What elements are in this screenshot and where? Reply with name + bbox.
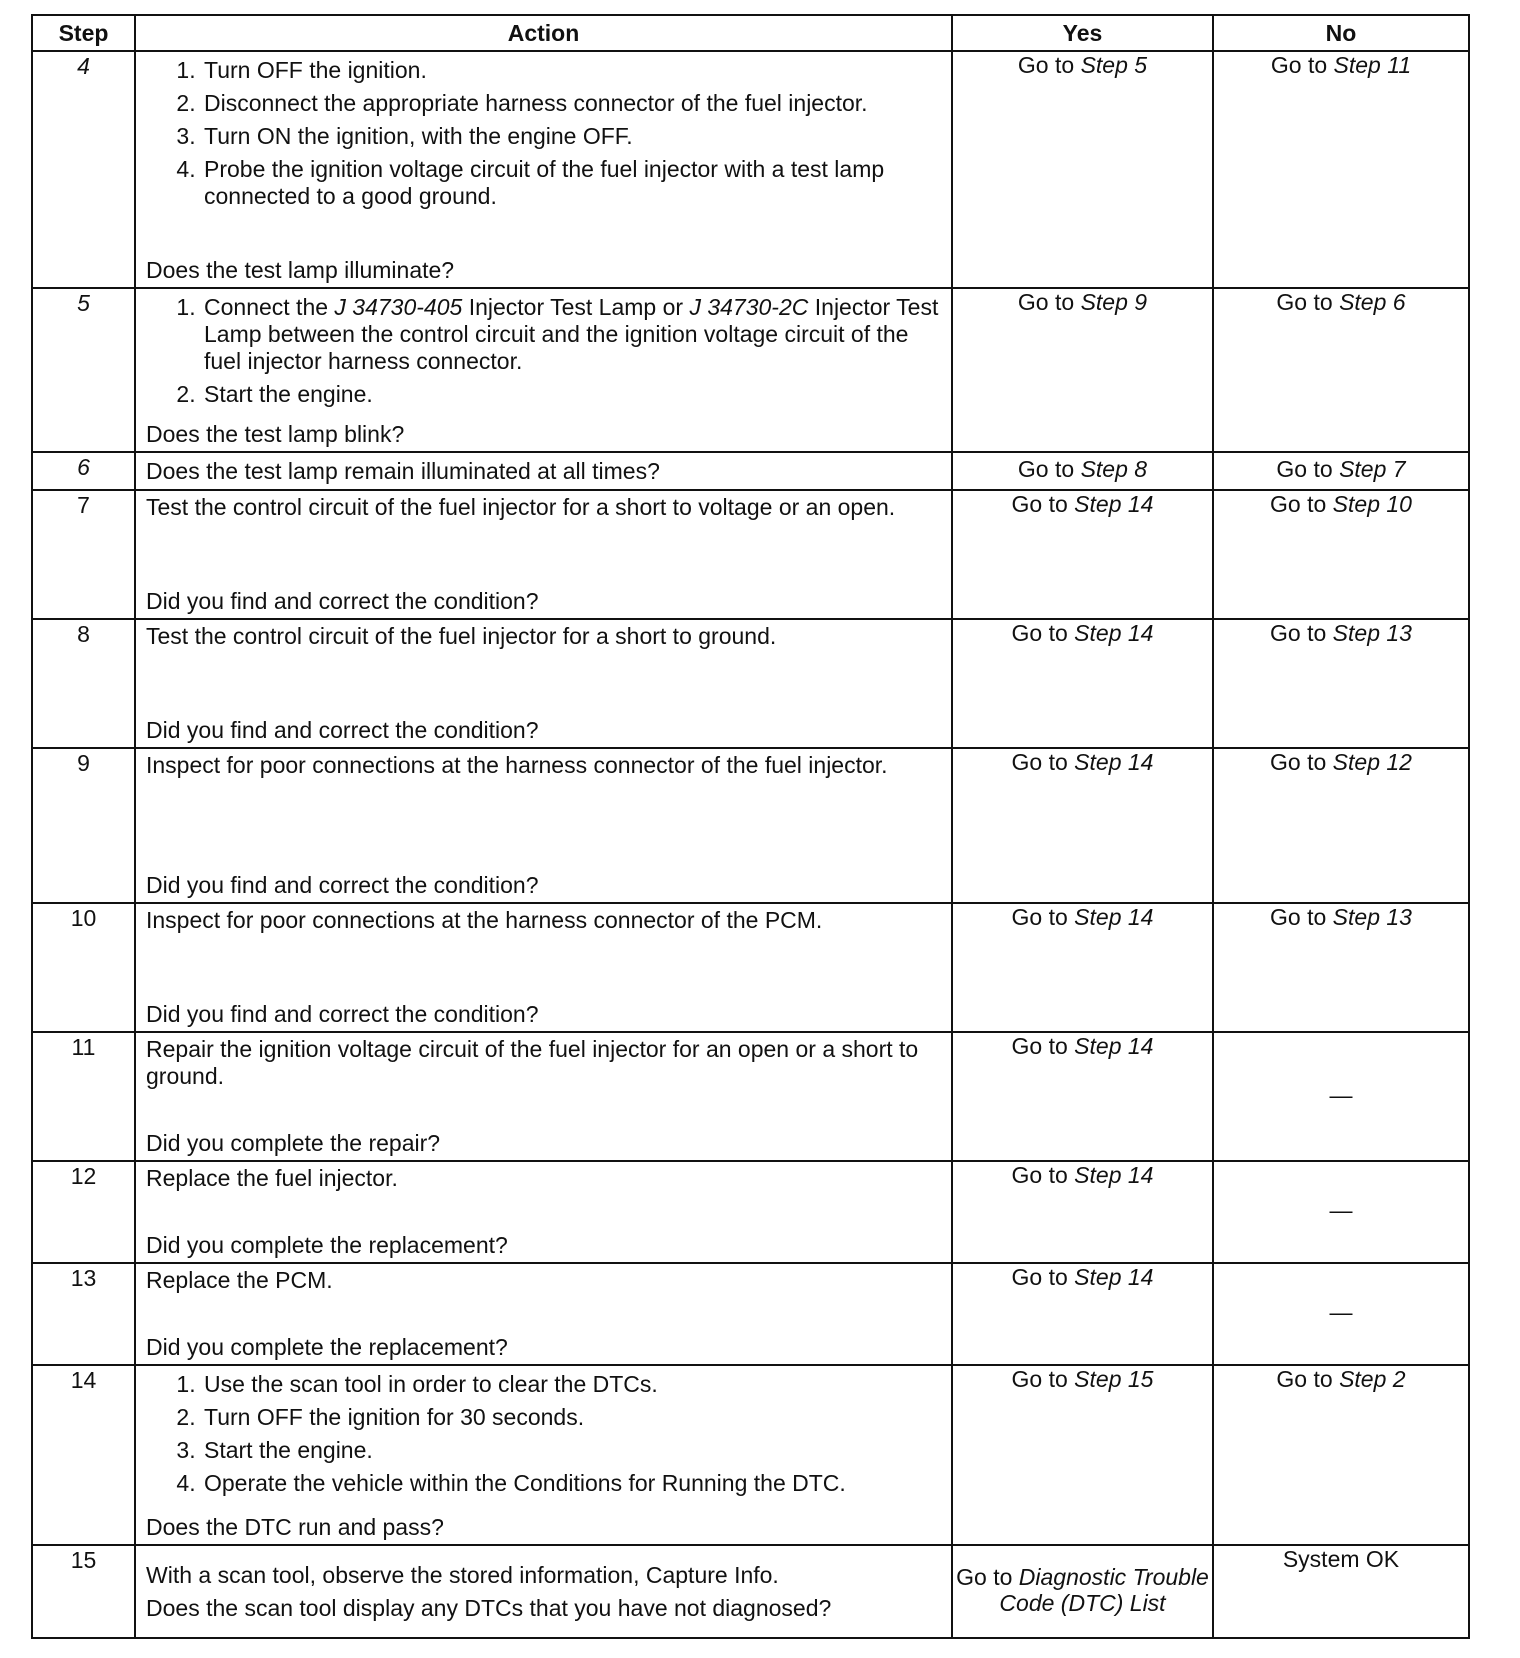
no-cell [1213,1365,1469,1545]
step-number: 6 [32,452,135,490]
action-cell [135,1032,952,1161]
list-item: 4. Operate the vehicle within the Conditions for Running the DTC. [202,1470,939,1497]
action-question: Did you complete the replacement? [146,1334,508,1360]
table-row [32,1032,1469,1161]
action-question: Does the test lamp illuminate? [146,257,455,283]
action-cell [135,1365,952,1545]
action-cell [135,903,952,1032]
action-text: Inspect for poor connections at the harness connector of the PCM. [146,907,823,933]
list-item: 2. Turn OFF the ignition for 30 seconds. [202,1404,939,1431]
table-row [32,1365,1469,1545]
action-text: Replace the fuel injector. [146,1165,398,1191]
goto-prefix: Go to [956,1564,1013,1590]
action-question: Does the DTC run and pass? [146,1514,444,1540]
no-cell [1213,748,1469,903]
goto-target-link[interactable]: Step 5 [1080,52,1148,78]
goto-target-link[interactable]: Step 14 [1074,904,1154,930]
no-cell: — [1213,1032,1469,1161]
goto-target-link[interactable]: Step 14 [1074,491,1154,517]
action-question: Does the scan tool display any DTCs that you have not diagnosed? [146,1594,832,1621]
action-text: Test the control circuit of the fuel injector for a short to ground. [146,623,777,649]
step-number: 10 [32,903,135,1032]
list-item [202,294,939,375]
step-number: 5 [32,288,135,452]
action-cell [135,288,952,452]
no-cell [1213,288,1469,452]
yes-cell [952,1032,1213,1161]
tool-reference: J 34730-405 [334,294,463,320]
action-cell [135,1161,952,1263]
goto-target-link[interactable]: Step 14 [1074,620,1154,646]
goto-target-link[interactable]: Step 10 [1332,491,1412,517]
goto-target-link[interactable]: Step 14 [1074,1033,1154,1059]
table-row [32,1161,1469,1263]
step-number: 13 [32,1263,135,1365]
goto-prefix: Go to [1276,289,1333,315]
no-cell [1213,903,1469,1032]
goto-target-link[interactable]: Step 14 [1074,1264,1154,1290]
action-question: Did you complete the repair? [146,1130,441,1156]
goto-prefix: Go to [1011,749,1068,775]
step-number: 15 [32,1545,135,1638]
list-item: 2. Start the engine. [202,381,939,408]
step-number: 11 [32,1032,135,1161]
action-list [146,294,939,414]
table-row [32,288,1469,452]
no-cell: — [1213,1161,1469,1263]
text-segment: Connect the [204,294,329,320]
yes-cell [952,748,1213,903]
yes-cell [952,1545,1213,1638]
action-list [146,1371,939,1503]
no-cell [1213,619,1469,748]
step-number: 7 [32,490,135,619]
goto-prefix: Go to [1017,289,1075,315]
list-item: 1. Turn OFF the ignition. [202,57,939,84]
table-row [32,51,1469,288]
action-list [146,57,939,216]
header-step: Step [32,15,135,51]
goto-prefix: Go to [1011,1162,1068,1188]
goto-target-link[interactable]: Step 9 [1080,289,1148,315]
action-cell [135,1545,952,1638]
goto-target-link[interactable]: Step 15 [1074,1366,1154,1392]
header-action: Action [135,15,952,51]
diagnostic-table [31,14,1470,1639]
step-number: 12 [32,1161,135,1263]
list-item: 3. Start the engine. [202,1437,939,1464]
yes-cell [952,1161,1213,1263]
action-cell [135,51,952,288]
action-question: Did you complete the replacement? [146,1232,508,1258]
table-row [32,748,1469,903]
goto-target-link[interactable]: Diagnostic Trouble Code (DTC) List [999,1564,1209,1616]
no-cell: System OK [1213,1545,1469,1638]
goto-prefix: Go to [1270,904,1327,930]
list-item: 3. Turn ON the ignition, with the engine OFF. [202,123,939,150]
action-question: Did you find and correct the condition? [146,717,539,743]
no-cell [1213,51,1469,288]
action-question: Does the test lamp blink? [146,421,405,447]
action-cell [135,1263,952,1365]
list-item: 4. Probe the ignition voltage circuit of the fuel injector with a test lamp connected to a good ground. [202,156,939,210]
goto-target-link[interactable]: Step 14 [1074,749,1154,775]
table-header-row [32,15,1469,51]
no-cell [1213,452,1469,490]
goto-target-link[interactable]: Step 6 [1339,289,1406,315]
list-item: 1. Use the scan tool in order to clear the DTCs. [202,1371,939,1398]
step-number: 14 [32,1365,135,1545]
tool-reference: J 34730-2C [689,294,809,320]
list-item: 2. Disconnect the appropriate harness connector of the fuel injector. [202,90,939,117]
header-no: No [1213,15,1469,51]
step-number: 9 [32,748,135,903]
action-cell [135,619,952,748]
action-question: Does the test lamp remain illuminated at all times? [135,452,952,490]
yes-cell [952,51,1213,288]
text-segment: Injector Test Lamp between the control circuit and the ignition voltage circuit of the fuel injector harness connector. [204,294,939,374]
goto-prefix: Go to [1011,904,1068,930]
no-cell: — [1213,1263,1469,1365]
action-question: Did you find and correct the condition? [146,872,539,898]
action-question: Did you find and correct the condition? [146,588,539,614]
table-row [32,1263,1469,1365]
goto-target-link[interactable]: Step 7 [1339,456,1406,482]
yes-cell [952,490,1213,619]
goto-prefix: Go to [1011,1366,1068,1392]
goto-target-link[interactable]: Step 13 [1332,904,1412,930]
step-number: 8 [32,619,135,748]
text-segment: Injector Test Lamp or [468,294,684,320]
action-text: Inspect for poor connections at the harness connector of the fuel injector. [146,752,888,778]
header-yes: Yes [952,15,1213,51]
goto-prefix: Go to [1270,620,1327,646]
goto-prefix: Go to [1011,620,1068,646]
goto-target-link[interactable]: Step 11 [1333,52,1412,78]
table-row [32,903,1469,1032]
goto-prefix: Go to [1011,1033,1068,1059]
yes-cell [952,619,1213,748]
action-cell [135,490,952,619]
goto-target-link[interactable]: Step 2 [1339,1366,1406,1392]
table-row [32,490,1469,619]
action-cell [135,748,952,903]
goto-prefix: Go to [1276,1366,1333,1392]
goto-target-link[interactable]: Step 13 [1332,620,1412,646]
yes-cell [952,288,1213,452]
goto-prefix: Go to [1270,491,1327,517]
goto-prefix: Go to [1011,1264,1068,1290]
goto-prefix: Go to [1270,749,1327,775]
action-text: Test the control circuit of the fuel injector for a short to voltage or an open. [146,494,896,520]
goto-target-link[interactable]: Step 14 [1074,1162,1154,1188]
yes-cell [952,1365,1213,1545]
goto-target-link[interactable]: Step 8 [1080,456,1148,482]
goto-prefix: Go to [1011,491,1068,517]
action-text: Repair the ignition voltage circuit of the fuel injector for an open or a short to ground. [146,1036,919,1089]
goto-target-link[interactable]: Step 12 [1332,749,1412,775]
action-question: Did you find and correct the condition? [146,1001,539,1027]
table-row [32,619,1469,748]
goto-prefix: Go to [1270,52,1328,78]
action-text: Replace the PCM. [146,1267,333,1293]
yes-cell [952,1263,1213,1365]
yes-cell [952,452,1213,490]
goto-prefix: Go to [1276,456,1333,482]
action-text: With a scan tool, observe the stored information, Capture Info. [146,1561,779,1588]
yes-cell [952,903,1213,1032]
table-row [32,452,1469,490]
table-row [32,1545,1469,1638]
no-cell [1213,490,1469,619]
goto-prefix: Go to [1017,52,1075,78]
goto-prefix: Go to [1017,456,1075,482]
step-number: 4 [32,51,135,288]
